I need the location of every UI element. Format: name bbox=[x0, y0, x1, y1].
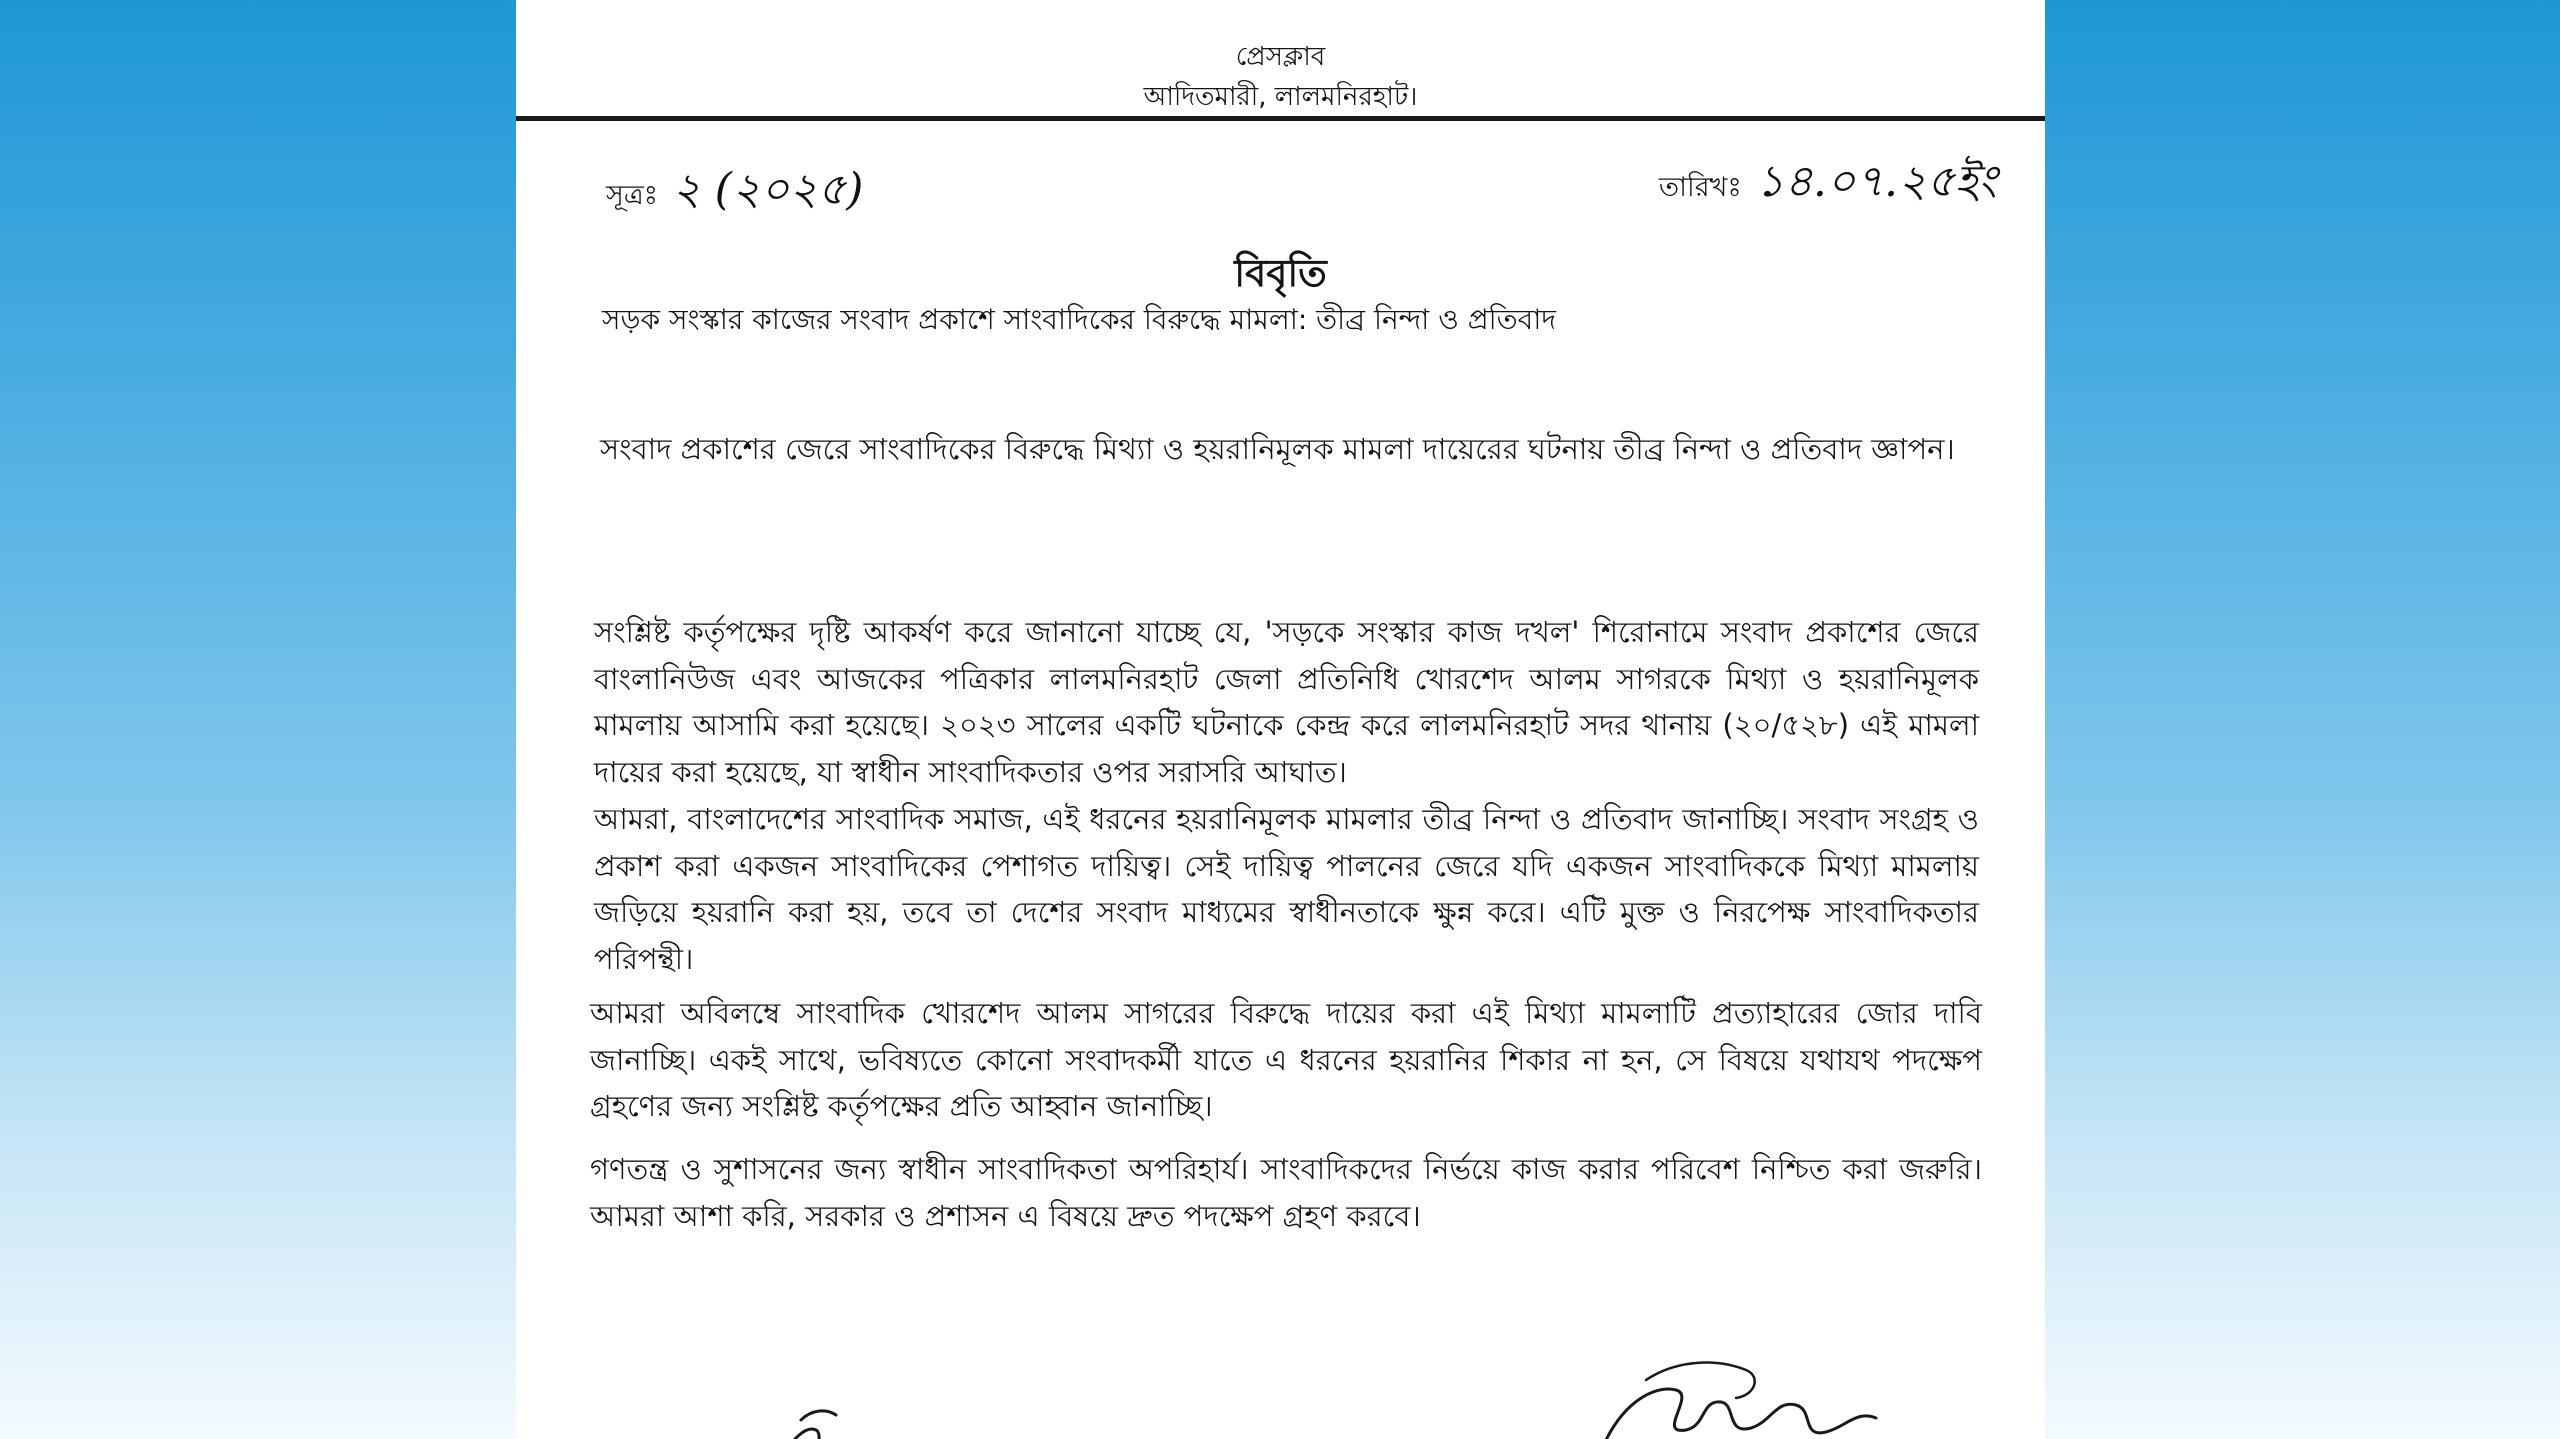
paragraph-demand: আমরা অবিলম্বে সাংবাদিক খোরশেদ আলম সাগরের বিরুদ্ধে দায়ের করা এই মিথ্যা মামলাটি প্রত্যাহারের জোর দাবি জানাচ্ছি। একই সাথে, ভবিষ্যতে কোনো সংবাদকর্মী যাতে এ ধরনের হয়রানির শিকার না হন, সে বিষয়ে যথাযথ পদক্ষেপ গ্রহণের জন্য সংশ্লিষ্ট কর্তৃপক্ষের প্রতি আহ্বান জানাচ্ছি। bbox=[590, 996, 1982, 1123]
left-signature-icon bbox=[686, 1370, 1006, 1439]
paragraph-protest: আমরা, বাংলাদেশের সাংবাদিক সমাজ, এই ধরনের হয়রানিমূলক মামলার তীব্র নিন্দা ও প্রতিবাদ জানাচ্ছি। সংবাদ সংগ্রহ ও প্রকাশ করা একজন সাংবাদিকের পেশাগত দায়িত্ব। সেই দায়িত্ব পালনের জেরে যদি একজন সাংবাদিককে মিথ্যা মামলায় জড়িয়ে হয়রানি করা হয়, তবে তা দেশের সংবাদ মাধ্যমের স্বাধীনতাকে ক্ষুন্ন করে। এটি মুক্ত ও নিরপেক্ষ সাংবাদিকতার পরিপন্থী। bbox=[594, 802, 1979, 976]
letterhead-divider bbox=[516, 116, 2045, 121]
paragraph-intro: সংবাদ প্রকাশের জেরে সাংবাদিকের বিরুদ্ধে মিথ্যা ও হয়রানিমূলক মামলা দায়েরের ঘটনায় তীব্র নিন্দা ও প্রতিবাদ জ্ঞাপন। bbox=[600, 432, 1955, 466]
letterhead-org-name: প্রেসক্লাব bbox=[1235, 42, 1326, 72]
paragraph-conclusion: গণতন্ত্র ও সুশাসনের জন্য স্বাধীন সাংবাদিকতা অপরিহার্য। সাংবাদিকদের নির্ভয়ে কাজ করার পরিবেশ নিশ্চিত করা জরুরি। আমরা আশা করি, সরকার ও প্রশাসন এ বিষয়ে দ্রুত পদক্ষেপ গ্রহণ করবে। bbox=[590, 1152, 1982, 1233]
document-subtitle: সড়ক সংস্কার কাজের সংবাদ প্রকাশে সাংবাদিকের বিরুদ্ধে মামলা: তীব্র নিন্দা ও প্রতিবাদ bbox=[602, 303, 1557, 336]
document-page bbox=[516, 0, 2045, 1439]
letterhead-address: আদিতমারী, লালমনিরহাট। bbox=[1143, 82, 1418, 112]
date-label: তারিখঃ bbox=[1658, 172, 1742, 203]
reference-line bbox=[606, 160, 863, 226]
right-signature-icon bbox=[1586, 1340, 1906, 1439]
document-title: বিবৃতি bbox=[1234, 251, 1327, 295]
date-line bbox=[1659, 152, 1997, 218]
paragraph-context: সংশ্লিষ্ট কর্তৃপক্ষের দৃষ্টি আকর্ষণ করে জানানো যাচ্ছে যে, 'সড়কে সংস্কার কাজ দখল' শিরোনামে সংবাদ প্রকাশের জেরে বাংলানিউজ এবং আজকের পত্রিকার লালমনিরহাট জেলা প্রতিনিধি খোরশেদ আলম সাগরকে মিথ্যা ও হয়রানিমূলক মামলায় আসামি করা হয়েছে। ২০২৩ সালের একটি ঘটনাকে কেন্দ্র করে লালমনিরহাট সদর থানায় (২০/৫২৮) এই মামলা দায়ের করা হয়েছে, যা স্বাধীন সাংবাদিকতার ওপর সরাসরি আঘাত। bbox=[594, 615, 1979, 789]
reference-value: ২ (২০২৫) bbox=[672, 164, 864, 215]
date-value: ১৪.০৭.২৫ইং bbox=[1755, 156, 1997, 207]
reference-label: সূত্রঃ bbox=[606, 180, 659, 211]
